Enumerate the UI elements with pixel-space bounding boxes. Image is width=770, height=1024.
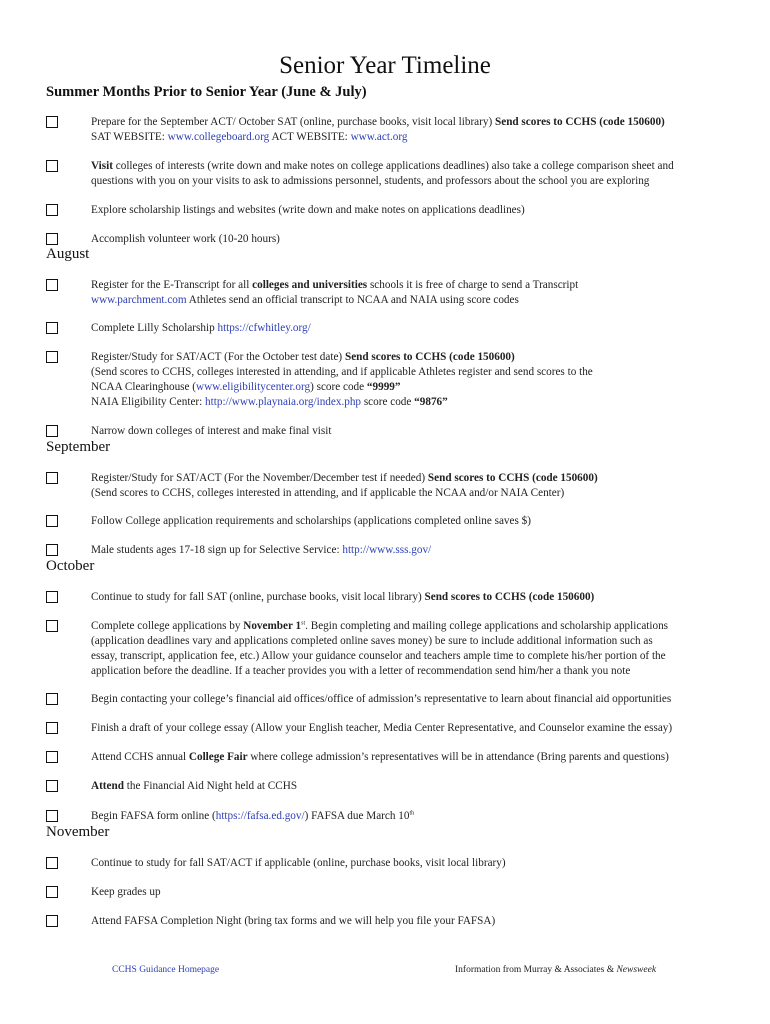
superscript: st [301, 620, 306, 627]
checkbox[interactable] [46, 279, 58, 291]
item-text-line: Begin contacting your college’s financial aid offices/office of admission’s representative to learn about financial aid opportunities [91, 693, 672, 705]
item-text [91, 203, 736, 218]
eligibilitycenter-link[interactable]: www.eligibilitycenter.org [196, 381, 311, 393]
item-text-line: essay, transcript, application fee, etc.) Allow your guidance counselor and teachers ample time to complete his/her portion of the [91, 650, 666, 662]
footer-source-text: Information from Murray & Associates & [455, 965, 617, 975]
item-text [91, 809, 736, 824]
checkbox[interactable] [46, 591, 58, 603]
item-text-line: Explore scholarship listings and websites (write down and make notes on applications deadlines) [91, 204, 525, 216]
item-text [91, 321, 736, 336]
checkbox[interactable] [46, 233, 58, 245]
item-text [91, 779, 736, 794]
item-text-line: Attend FAFSA Completion Night (bring tax forms and we will help you file your FAFSA) [91, 915, 496, 927]
item-text-segment: Complete college applications by [91, 620, 244, 632]
collegeboard-link[interactable]: www.collegeboard.org [167, 131, 270, 143]
item-text [91, 232, 736, 247]
item-text-segment: where college admission’s representatives will be in attendance (Bring parents and questions) [247, 751, 669, 763]
item-text [91, 115, 736, 145]
item-text-segment: ACT WEBSITE: [269, 131, 351, 143]
item-text-segment: . Begin completing and mailing college applications and scholarship applications [305, 620, 669, 632]
checkbox[interactable] [46, 780, 58, 792]
act-link[interactable]: www.act.org [350, 131, 408, 143]
item-text-segment: score code [361, 396, 415, 408]
item-text-segment: Athletes send an official transcript to NCAA and NAIA using score codes [186, 294, 519, 306]
item-text-segment: Prepare for the September ACT/ October SAT (online, purchase books, visit local library) [91, 116, 495, 128]
item-text [91, 350, 736, 410]
item-text-line: Narrow down colleges of interest and make final visit [91, 425, 332, 437]
checkbox[interactable] [46, 204, 58, 216]
item-text [91, 692, 736, 707]
item-text-line: (application deadlines vary and applications completed online saves money) be sure to include additional information such as [91, 635, 653, 647]
item-text-bold: Send scores to CCHS (code 150600) [344, 351, 515, 363]
item-text [91, 885, 736, 900]
checkbox[interactable] [46, 693, 58, 705]
item-text [91, 543, 736, 558]
item-text [91, 424, 736, 439]
playnaia-link[interactable]: http://www.playnaia.org/index.php [205, 396, 362, 408]
item-text-segment: Register/Study for SAT/ACT (For the October test date) [91, 351, 345, 363]
item-text-line: application before the deadline. If a teacher provides you with a letter of recommendation send him/her a thank you note [91, 665, 631, 677]
item-text [91, 856, 736, 871]
section-heading-summer: Summer Months Prior to Senior Year (June & July) [46, 84, 367, 100]
section-heading-november: November [46, 824, 110, 840]
item-text-bold: colleges and universities [252, 279, 368, 291]
superscript: th [409, 810, 415, 817]
item-text-line: questions with you on your visits to ask to admissions personnel, students, and professors about the school you are exploring [91, 175, 650, 187]
checkbox[interactable] [46, 160, 58, 172]
item-text-bold: Visit [91, 160, 113, 172]
item-text [91, 590, 736, 605]
item-text-segment: Register for the E-Transcript for all [91, 279, 253, 291]
item-text-line: Continue to study for fall SAT/ACT if applicable (online, purchase books, visit local library) [91, 857, 506, 869]
item-text-segment: Attend CCHS annual [91, 751, 189, 763]
checkbox[interactable] [46, 886, 58, 898]
item-text-segment: NCAA Clearinghouse ( [91, 381, 197, 393]
item-text-segment: schools it is free of charge to send a Transcript [367, 279, 579, 291]
checkbox[interactable] [46, 515, 58, 527]
item-text [91, 471, 736, 501]
checkbox[interactable] [46, 620, 58, 632]
item-text-segment: Continue to study for fall SAT (online, purchase books, visit local library) [91, 591, 425, 603]
item-text-bold: November 1 [243, 620, 302, 632]
item-text [91, 721, 736, 736]
item-text [91, 750, 736, 765]
sss-link[interactable]: http://www.sss.gov/ [342, 544, 432, 556]
parchment-link[interactable]: www.parchment.com [91, 294, 187, 306]
page-title: Senior Year Timeline [279, 52, 491, 79]
item-text-segment: NAIA Eligibility Center: [91, 396, 206, 408]
fafsa-link[interactable]: https://fafsa.ed.gov/ [215, 810, 305, 822]
item-text-bold: Attend [91, 780, 124, 792]
footer-source-italic: Newsweek [616, 965, 657, 975]
item-text-line: (Send scores to CCHS, colleges interested in attending, and if applicable Athletes register and send scores to the [91, 366, 593, 378]
checkbox[interactable] [46, 915, 58, 927]
item-text-segment: ) FAFSA due March 10 [304, 810, 410, 822]
item-text-line: (Send scores to CCHS, colleges interested in attending, and if applicable the NCAA and/or NAIA Center) [91, 487, 565, 499]
item-text-bold: Send scores to CCHS (code 150600) [495, 116, 665, 128]
item-text-line: Keep grades up [91, 886, 161, 898]
item-text-segment: SAT WEBSITE: [91, 131, 168, 143]
checkbox[interactable] [46, 351, 58, 363]
item-text-segment: colleges of interests (write down and make notes on college applications deadlines) also take a college comparison sheet and [112, 160, 674, 172]
checkbox[interactable] [46, 857, 58, 869]
section-heading-september: September [46, 439, 111, 455]
section-heading-august: August [46, 246, 90, 262]
checkbox[interactable] [46, 116, 58, 128]
item-text-segment: Male students ages 17-18 sign up for Selective Service: [91, 544, 343, 556]
item-text-bold: “9876” [414, 396, 448, 408]
item-text-bold: “9999” [366, 381, 401, 393]
item-text-line: Accomplish volunteer work (10-20 hours) [91, 233, 280, 245]
item-text-segment: the Financial Aid Night held at CCHS [123, 780, 298, 792]
footer-source-note [455, 965, 656, 975]
checkbox[interactable] [46, 722, 58, 734]
checkbox[interactable] [46, 472, 58, 484]
item-text [91, 514, 736, 529]
item-text [91, 159, 736, 189]
guidance-homepage-link[interactable]: CCHS Guidance Homepage [112, 965, 220, 975]
item-text-bold: Send scores to CCHS (code 150600) [427, 472, 598, 484]
item-text [91, 619, 736, 679]
item-text-segment: ) score code [310, 381, 367, 393]
item-text-segment: Complete Lilly Scholarship [91, 322, 218, 334]
checkbox[interactable] [46, 544, 58, 556]
item-text-segment: Begin FAFSA form online ( [91, 810, 216, 822]
cfwhitley-link[interactable]: https://cfwhitley.org/ [217, 322, 311, 334]
item-text [91, 278, 736, 308]
item-text-line: Follow College application requirements and scholarships (applications completed online saves $) [91, 515, 531, 527]
item-text-line: Finish a draft of your college essay (Allow your English teacher, Media Center Representative, and Counselor examine the essay) [91, 722, 673, 734]
item-text-bold: Send scores to CCHS (code 150600) [424, 591, 595, 603]
item-text-segment: Register/Study for SAT/ACT (For the November/December test if needed) [91, 472, 428, 484]
checkbox[interactable] [46, 322, 58, 334]
section-heading-october: October [46, 558, 95, 574]
checkbox[interactable] [46, 425, 58, 437]
checkbox[interactable] [46, 751, 58, 763]
item-text-bold: College Fair [188, 751, 248, 763]
item-text [91, 914, 736, 929]
checkbox[interactable] [46, 810, 58, 822]
